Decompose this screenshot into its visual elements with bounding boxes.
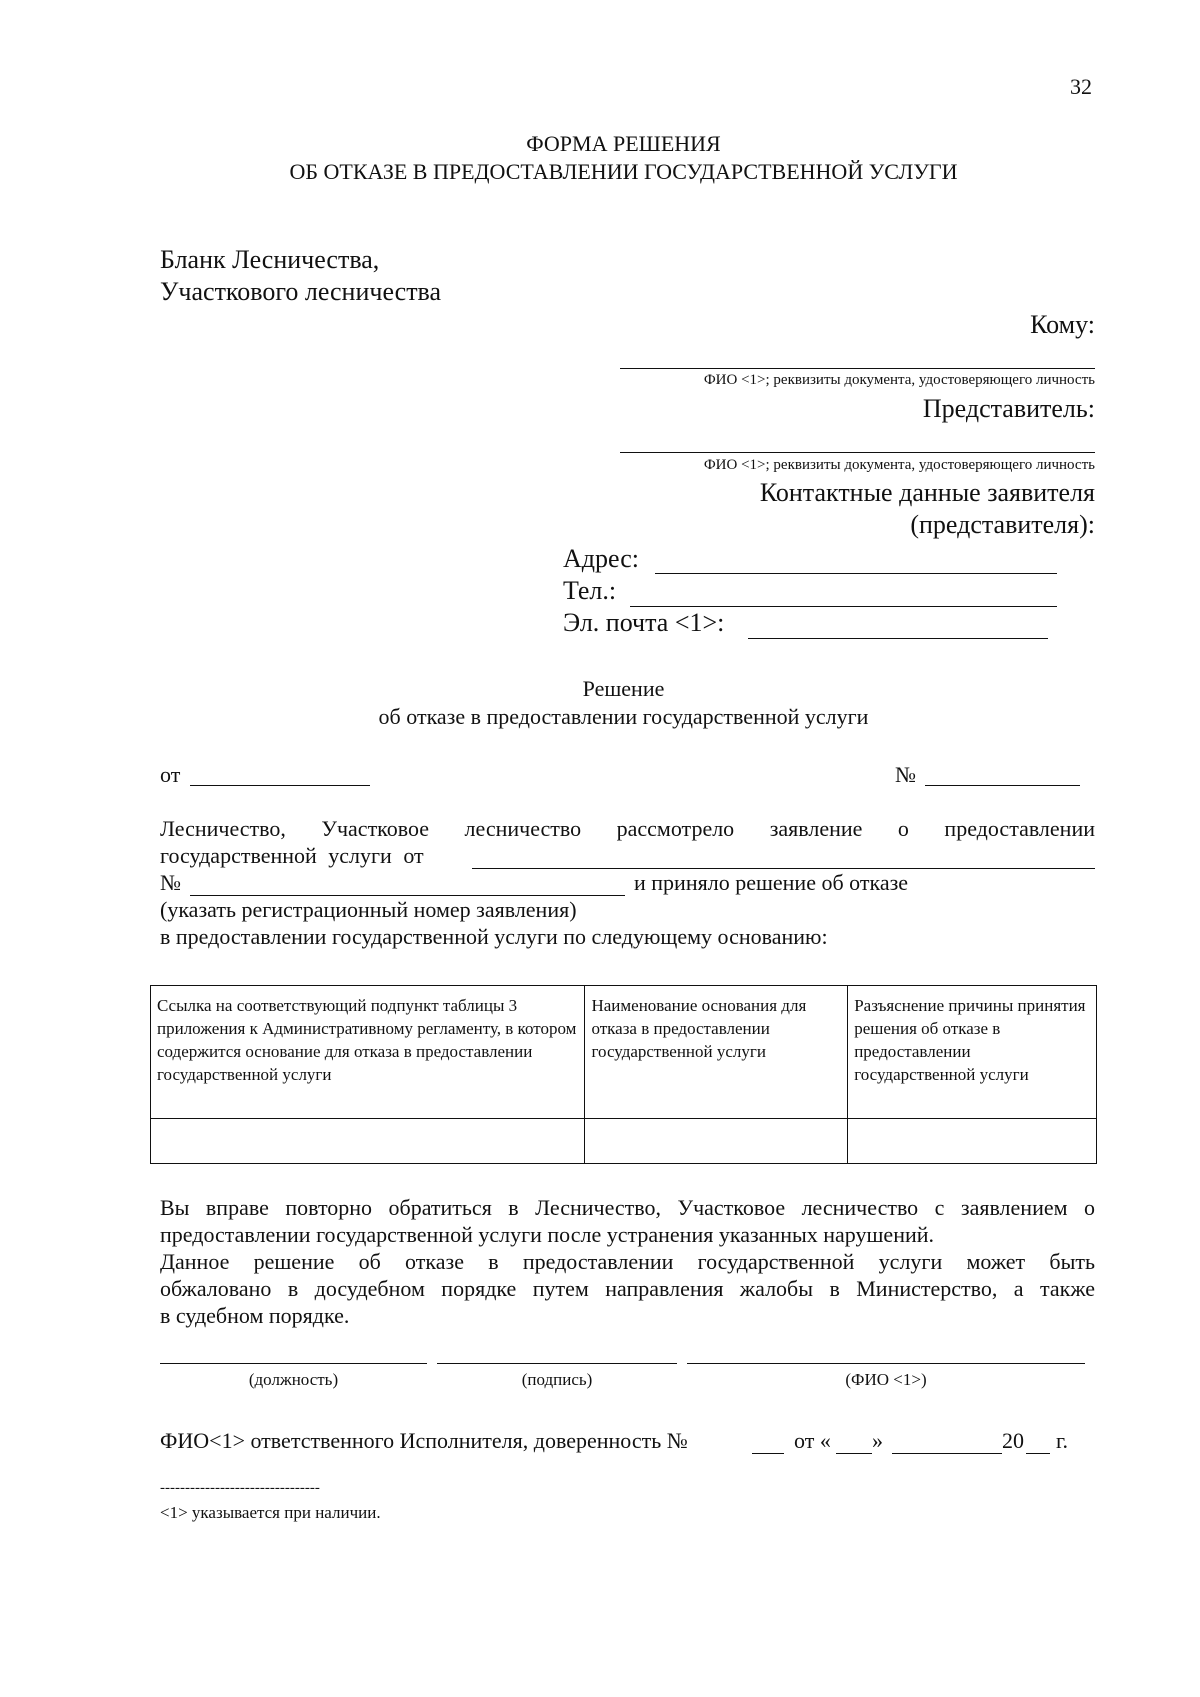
form-title-line1: ФОРМА РЕШЕНИЯ: [526, 131, 721, 156]
signature-caption: (подпись): [521, 1370, 593, 1389]
day-fill-line: [836, 1453, 872, 1454]
page-number: 32: [1070, 74, 1092, 99]
executor-year-prefix: 20: [1002, 1428, 1024, 1453]
table-header-cell-explanation: Разъяснение причины принятия решения об отказе в предоставлении государственной услуги: [848, 986, 1097, 1119]
table-cell-explanation: [848, 1119, 1097, 1164]
executor-text: ФИО<1> ответственного Исполнителя, доверенность №: [160, 1428, 688, 1453]
contacts-line2: (представителя):: [910, 510, 1095, 539]
closing-p2-line3: в судебном порядке.: [160, 1303, 350, 1328]
body-line3-end: и приняло решение об отказе: [634, 870, 909, 895]
decision-number-fill-line: [925, 785, 1080, 786]
letterhead-line1: Бланк Лесничества,: [160, 245, 380, 274]
refusal-grounds-table: [150, 985, 1097, 1164]
representative-fill-line: [620, 452, 1095, 453]
decision-subheading: об отказе в предоставлении государственной услуги: [378, 704, 869, 729]
to-label: Кому:: [1030, 310, 1095, 339]
email-label: Эл. почта <1>:: [563, 608, 725, 637]
decision-heading: Решение: [582, 676, 665, 701]
application-date-fill-line: [472, 868, 1095, 869]
body-line4: (указать регистрационный номер заявления): [160, 897, 577, 922]
year-fill-line: [1026, 1453, 1050, 1454]
body-line2: государственной услуги от: [160, 843, 424, 868]
phone-fill-line: [630, 606, 1057, 607]
footnote-separator: --------------------------------: [160, 1480, 320, 1496]
executor-from-label: от «: [794, 1428, 831, 1453]
representative-caption: ФИО <1>; реквизиты документа, удостоверяющего личность: [703, 457, 1095, 473]
application-number-fill-line: [190, 895, 625, 896]
closing-p2-line2: обжаловано в досудебном порядке путем направления жалобы в Министерство, а также: [160, 1276, 1095, 1301]
closing-p1-line2: предоставлении государственной услуги после устранения указанных нарушений.: [160, 1222, 935, 1247]
table-row: [151, 1119, 1097, 1164]
table-header-cell-ground-name: Наименование основания для отказа в предоставлении государственной услуги: [585, 986, 848, 1119]
decision-number-label: №: [895, 762, 916, 787]
body-line5: в предоставлении государственной услуги по следующему основанию:: [160, 924, 828, 949]
form-title-line2: ОБ ОТКАЗЕ В ПРЕДОСТАВЛЕНИИ ГОСУДАРСТВЕННОЙ УСЛУГИ: [289, 159, 958, 184]
closing-p1-line1: Вы вправе повторно обратиться в Лесничество, Участковое лесничество с заявлением о: [160, 1195, 1095, 1220]
name-fill-line: [687, 1363, 1085, 1364]
to-caption: ФИО <1>; реквизиты документа, удостоверяющего личность: [703, 372, 1095, 388]
closing-p2-line1: Данное решение об отказе в предоставлении государственной услуги может быть: [160, 1249, 1095, 1274]
signature-fill-line: [437, 1363, 677, 1364]
table-header-row: [151, 986, 1097, 1119]
position-caption: (должность): [248, 1370, 339, 1389]
power-of-attorney-number-fill-line: [752, 1453, 784, 1454]
table-header-cell-reference: Ссылка на соответствующий подпункт таблицы 3 приложения к Административному регламенту, в котором содержится основание для отказа в предоставлении государственной услуги: [151, 986, 585, 1119]
phone-label: Тел.:: [563, 576, 617, 605]
email-fill-line: [748, 638, 1048, 639]
body-line1: Лесничество, Участковое лесничество рассмотрело заявление о предоставлении: [160, 816, 1095, 841]
representative-label: Представитель:: [922, 394, 1095, 423]
table-cell-ground-name: [585, 1119, 848, 1164]
table-cell-reference: [151, 1119, 585, 1164]
executor-year-suffix: г.: [1056, 1428, 1069, 1453]
footnote-text: <1> указывается при наличии.: [160, 1503, 381, 1522]
decision-date-label: от: [160, 762, 181, 787]
letterhead-line2: Участкового лесничества: [160, 277, 442, 306]
address-fill-line: [655, 573, 1057, 574]
decision-date-fill-line: [190, 785, 370, 786]
address-label: Адрес:: [563, 544, 639, 573]
name-caption: (ФИО <1>): [845, 1370, 927, 1389]
contacts-line1: Контактные данные заявителя: [759, 478, 1095, 507]
application-number-label: №: [160, 870, 181, 895]
position-fill-line: [160, 1363, 427, 1364]
executor-quote-close: »: [872, 1428, 883, 1453]
to-fill-line: [620, 368, 1095, 369]
month-fill-line: [892, 1453, 1002, 1454]
